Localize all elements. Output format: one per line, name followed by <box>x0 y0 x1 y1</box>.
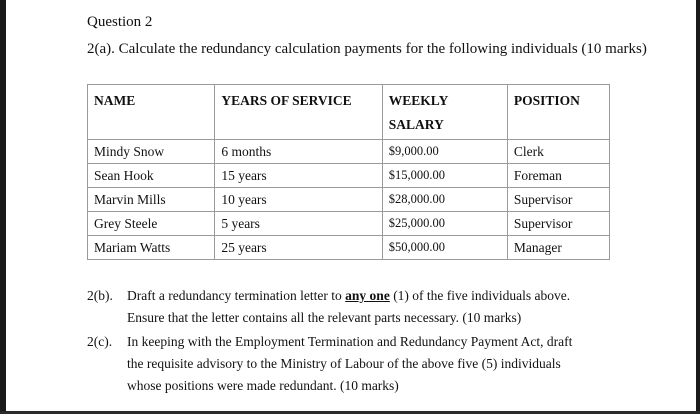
cell-position: Manager <box>507 236 609 260</box>
cell-position: Foreman <box>507 164 609 188</box>
cell-salary: $25,000.00 <box>382 212 507 236</box>
table-row <box>88 212 610 236</box>
part-a-instruction: 2(a). Calculate the redundancy calculation payments for the following individuals (10 marks) <box>87 41 647 57</box>
cell-name: Sean Hook <box>88 164 215 188</box>
cell-position: Supervisor <box>507 212 609 236</box>
part-c-line1: In keeping with the Employment Termination and Redundancy Payment Act, draft <box>127 334 573 349</box>
cell-salary: $28,000.00 <box>382 188 507 212</box>
part-c-line3: whose positions were made redundant. (10 marks) <box>127 378 399 393</box>
part-b-line1-pre: Draft a redundancy termination letter to <box>127 288 346 303</box>
part-c-line2: the requisite advisory to the Ministry of Labour of the above five (5) individuals <box>127 356 561 371</box>
header-name: NAME <box>88 85 215 140</box>
header-years-of-service: YEARS OF SERVICE <box>215 85 382 140</box>
cell-years: 6 months <box>215 140 382 164</box>
cell-name: Marvin Mills <box>88 188 215 212</box>
cell-salary: $50,000.00 <box>382 236 507 260</box>
table-row <box>88 236 610 260</box>
part-c-instruction <box>87 331 572 397</box>
header-weekly-salary-line1: WEEKLY <box>388 93 449 108</box>
part-b-line2: Ensure that the letter contains all the relevant parts necessary. (10 marks) <box>127 310 522 325</box>
cell-years: 25 years <box>215 236 382 260</box>
part-b-number: 2(b). <box>87 288 113 303</box>
cell-salary: $9,000.00 <box>382 140 507 164</box>
cell-name: Mindy Snow <box>88 140 215 164</box>
cell-salary: $15,000.00 <box>382 164 507 188</box>
header-position: POSITION <box>507 85 609 140</box>
left-edge-frame <box>0 0 6 414</box>
cell-position: Supervisor <box>507 188 609 212</box>
cell-name: Mariam Watts <box>88 236 215 260</box>
table-row <box>88 188 610 212</box>
part-c-number: 2(c). <box>87 334 113 349</box>
part-b-line1-post: (1) of the five individuals above. <box>389 288 571 303</box>
cell-position: Clerk <box>507 140 609 164</box>
cell-years: 5 years <box>215 212 382 236</box>
header-weekly-salary-line2: SALARY <box>388 117 444 132</box>
table-row <box>88 164 610 188</box>
employee-table <box>87 84 610 260</box>
cell-years: 10 years <box>215 188 382 212</box>
part-b-instruction <box>87 285 570 329</box>
header-weekly-salary <box>382 85 507 140</box>
cell-years: 15 years <box>215 164 382 188</box>
right-edge-frame <box>696 0 700 414</box>
part-b-emphasis: any one <box>345 288 390 303</box>
table-row <box>88 140 610 164</box>
cell-name: Grey Steele <box>88 212 215 236</box>
question-title: Question 2 <box>87 14 153 30</box>
table-header-row <box>88 85 610 140</box>
